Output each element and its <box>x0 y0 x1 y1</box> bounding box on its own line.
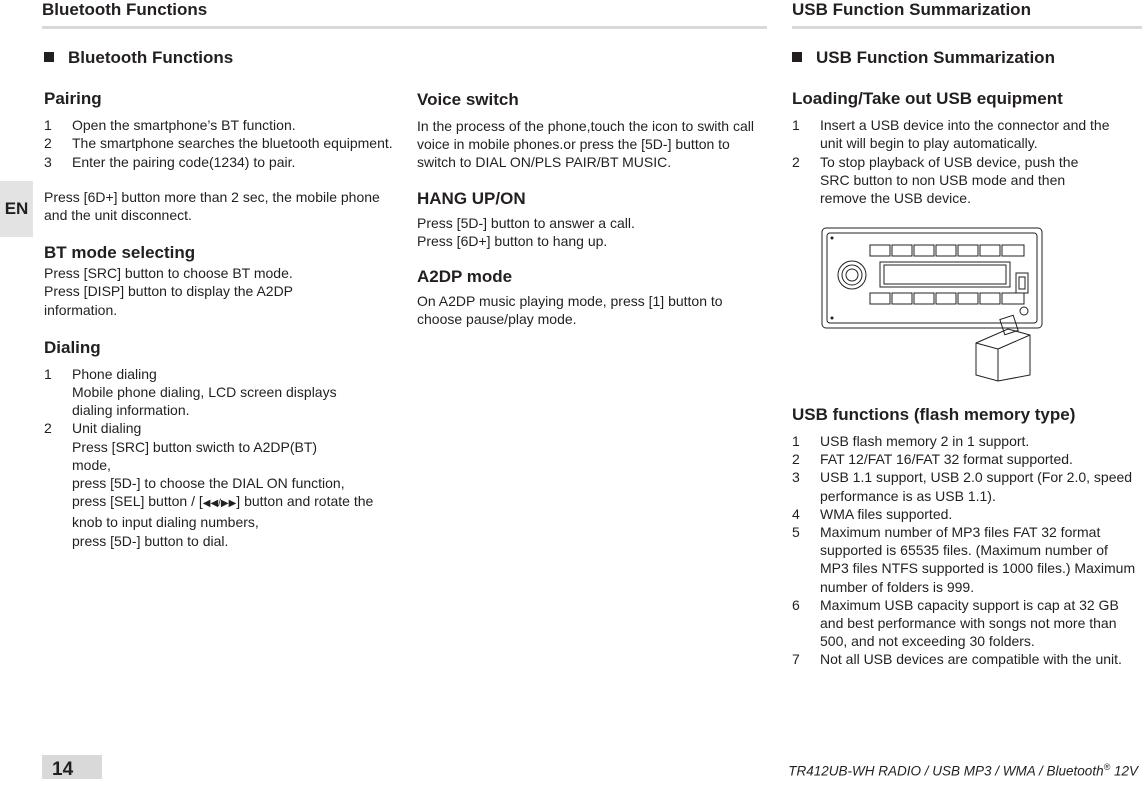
list-item: 2 The smartphone searches the bluetooth equipment. <box>44 135 393 152</box>
pairing-note: Press [6D+] button more than 2 sec, the mobile phone and the unit disconnect. <box>44 188 380 224</box>
square-bullet-icon <box>792 52 802 62</box>
usb-port <box>1016 273 1028 293</box>
radio-unit-illustration <box>818 225 1048 385</box>
pairing-heading: Pairing <box>44 89 102 109</box>
right-column-functions <box>792 404 1140 669</box>
radio-bottom-buttons <box>870 293 1024 304</box>
bt-mode-heading: BT mode selecting <box>44 243 196 263</box>
voice-switch-text: In the process of the phone,touch the icon to swith call voice in mobile phones.or press the [5D-] button to switch to DIAL ON/PLS PAIR/BT MUSIC. <box>417 118 754 171</box>
middle-column <box>417 89 769 328</box>
a2dp-heading: A2DP mode <box>417 267 513 287</box>
radio-outer-frame <box>822 228 1042 328</box>
left-page-header: Bluetooth Functions <box>42 0 208 19</box>
hangup-line: Press [5D-] button to answer a call. <box>417 214 635 231</box>
bt-mode-line: Press [DISP] button to display the A2DP information. <box>44 283 293 318</box>
voice-switch-heading: Voice switch <box>417 90 519 109</box>
hangup-line: Press [6D+] button to hang up. <box>417 232 608 249</box>
radio-display <box>880 262 1010 287</box>
list-item: 5 Maximum number of MP3 files FAT 32 format supported is 65535 files. (Maximum number of MP3 files NTFS supported is 1000 files.) Maximum number of folders is 999. <box>792 524 1136 595</box>
list-item: 2 To stop playback of USB device, push the SRC button to non USB mode and then remove the USB device. <box>792 153 1079 207</box>
radio-display-inner <box>884 265 1006 284</box>
model-footer: TR412UB-WH RADIO / USB MP3 / WMA / Bluetooth® 12V <box>788 762 1138 779</box>
dialing-list <box>44 365 394 550</box>
list-item: 7 Not all USB devices are compatible with the unit. <box>792 651 1122 668</box>
pairing-list <box>44 116 394 171</box>
right-header-rule <box>792 26 1142 29</box>
bt-mode-line: Press [SRC] button to choose BT mode. <box>44 265 293 282</box>
bluetooth-section-title: Bluetooth Functions <box>44 49 394 67</box>
a2dp-text: On A2DP music playing mode, press [1] button to choose pause/play mode. <box>417 293 723 328</box>
list-item: 1 Phone dialing Mobile phone dialing, LCD screen displays dialing information. <box>44 365 337 419</box>
radio-indicator-dots <box>831 237 834 320</box>
left-column <box>44 49 394 550</box>
list-item: 1 Insert a USB device into the connector and the unit will begin to play automatically. <box>792 117 1110 152</box>
dialing-heading: Dialing <box>44 337 101 357</box>
page-number: 14 <box>42 755 102 779</box>
aux-jack <box>1020 307 1028 315</box>
usb-stick <box>976 329 1030 381</box>
right-column <box>792 49 1140 207</box>
usb-section-title: USB Function Summarization <box>792 49 1140 67</box>
left-header-rule <box>42 26 767 29</box>
right-page-header: USB Function Summarization <box>792 0 1031 19</box>
usb-functions-heading: USB functions (flash memory type) <box>792 405 1076 424</box>
list-item: 4 WMA files supported. <box>792 505 953 522</box>
language-tab: EN <box>0 181 33 237</box>
loading-list <box>792 116 1140 207</box>
list-item: 1 Open the smartphone’s BT function. <box>44 117 296 134</box>
list-item: 6 Maximum USB capacity support is cap at 32 GB and best performance with songs not more than 500, and not exceeding 30 folders. <box>792 596 1119 650</box>
skip-buttons-icon: ◀◀/▶▶ <box>202 498 237 510</box>
list-item: 2 FAT 12/FAT 16/FAT 32 format supported. <box>792 451 1073 468</box>
loading-heading: Loading/Take out USB equipment <box>792 89 1063 109</box>
list-item: 3 Enter the pairing code(1234) to pair. <box>44 153 296 170</box>
usb-functions-list <box>792 432 1140 669</box>
list-item: 1 USB flash memory 2 in 1 support. <box>792 433 1030 449</box>
list-item: 3 USB 1.1 support, USB 2.0 support (For 2.0, speed performance is as USB 1.1). <box>792 469 1133 504</box>
hangup-heading: HANG UP/ON <box>417 188 526 208</box>
list-item: 2 Unit dialing Press [SRC] button swicth to A2DP(BT) mode, press [5D-] to choose the DIAL ON function, press [SEL] button / [◀◀/▶▶] button and rotate the knob to input dialing numbers, press [5D-] button to dial. <box>44 420 374 549</box>
radio-top-buttons <box>870 245 1024 256</box>
square-bullet-icon <box>44 52 54 62</box>
